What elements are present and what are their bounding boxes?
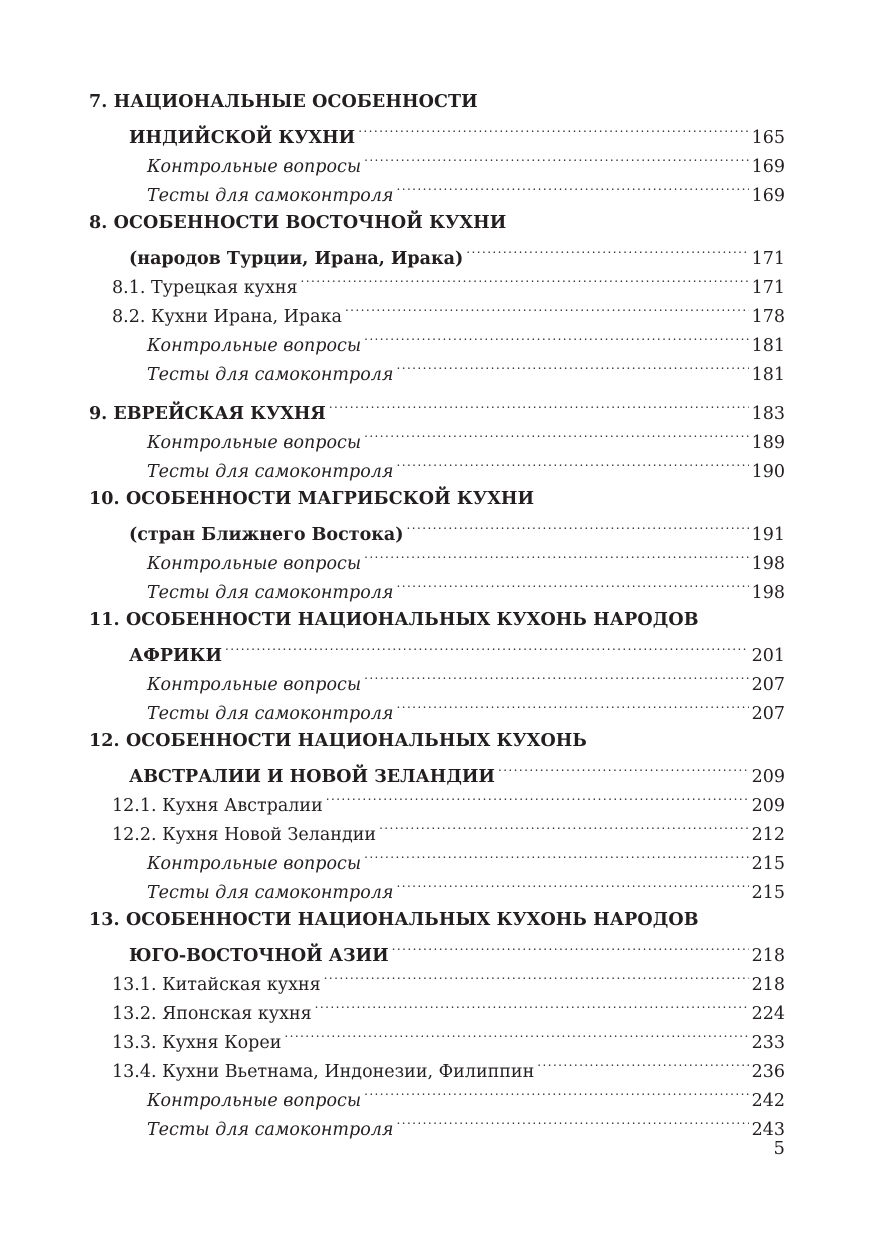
chapter-title: 13. ОСОБЕННОСТИ НАЦИОНАЛЬНЫХ КУХОНЬ НАРОДОВ bbox=[89, 910, 699, 930]
dot-leader bbox=[225, 632, 749, 661]
tests-entry-label: Тесты для самоконтроля bbox=[147, 1120, 394, 1140]
chapter-title: 12. ОСОБЕННОСТИ НАЦИОНАЛЬНЫХ КУХОНЬ bbox=[89, 731, 587, 751]
tests-entry-label: Тесты для самоконтроля bbox=[147, 365, 394, 385]
dot-leader bbox=[379, 811, 749, 840]
section-entry-page: 233 bbox=[751, 1033, 785, 1053]
table-of-contents bbox=[89, 90, 785, 1145]
chapter-entry-page: 171 bbox=[751, 249, 785, 269]
dot-leader bbox=[392, 932, 749, 961]
chapter-title: 7. НАЦИОНАЛЬНЫЕ ОСОБЕННОСТИ bbox=[89, 92, 478, 112]
dot-leader bbox=[396, 172, 748, 201]
dot-leader bbox=[498, 753, 749, 782]
dot-leader bbox=[396, 448, 748, 477]
questions-entry-label: Контрольные вопросы bbox=[147, 554, 362, 574]
dot-leader bbox=[315, 990, 749, 1019]
tests-entry-page: 198 bbox=[751, 583, 785, 603]
tests-entry-page: 243 bbox=[751, 1120, 785, 1140]
dot-leader bbox=[364, 419, 749, 448]
chapter-title: 8. ОСОБЕННОСТИ ВОСТОЧНОЙ КУХНИ bbox=[89, 213, 507, 233]
chapter-entry[interactable] bbox=[89, 390, 785, 424]
chapter-entry-page: 165 bbox=[751, 128, 785, 148]
section-entry-page: 171 bbox=[751, 278, 785, 298]
tests-entry-label: Тесты для самоконтроля bbox=[147, 583, 394, 603]
dot-leader bbox=[364, 322, 749, 351]
section-entry-page: 178 bbox=[751, 307, 785, 327]
dot-leader bbox=[396, 569, 748, 598]
chapter-entry-label: ЮГО-ВОСТОЧНОЙ АЗИИ bbox=[129, 946, 389, 966]
dot-leader bbox=[329, 390, 749, 419]
dot-leader bbox=[466, 235, 748, 264]
section-entry-page: 218 bbox=[751, 975, 785, 995]
dot-leader bbox=[364, 661, 749, 690]
dot-leader bbox=[364, 840, 749, 869]
section-entry-label: 8.2. Кухни Ирана, Ирака bbox=[112, 307, 342, 327]
dot-leader bbox=[345, 293, 749, 322]
toc-chapter bbox=[89, 211, 785, 385]
questions-entry-label: Контрольные вопросы bbox=[147, 157, 362, 177]
toc-chapter bbox=[89, 608, 785, 724]
tests-entry-page: 190 bbox=[751, 462, 785, 482]
tests-entry-page: 207 bbox=[751, 704, 785, 724]
section-entry-page: 209 bbox=[751, 796, 785, 816]
dot-leader bbox=[324, 961, 749, 990]
questions-entry-page: 169 bbox=[751, 157, 785, 177]
dot-leader bbox=[396, 869, 748, 898]
questions-entry-page: 189 bbox=[751, 433, 785, 453]
chapter-entry[interactable] bbox=[89, 235, 785, 269]
section-entry-label: 13.3. Кухня Кореи bbox=[112, 1033, 282, 1053]
questions-entry-label: Контрольные вопросы bbox=[147, 675, 362, 695]
questions-entry-label: Контрольные вопросы bbox=[147, 854, 362, 874]
chapter-entry-label: 9. ЕВРЕЙСКАЯ КУХНЯ bbox=[89, 404, 326, 424]
chapter-entry-label: ИНДИЙСКОЙ КУХНИ bbox=[129, 128, 356, 148]
dot-leader bbox=[326, 782, 749, 811]
chapter-title: 10. ОСОБЕННОСТИ МАГРИБСКОЙ КУХНИ bbox=[89, 489, 535, 509]
section-entry-page: 212 bbox=[751, 825, 785, 845]
toc-chapter bbox=[89, 390, 785, 482]
questions-entry-label: Контрольные вопросы bbox=[147, 336, 362, 356]
toc-chapter bbox=[89, 487, 785, 603]
dot-leader bbox=[396, 690, 748, 719]
dot-leader bbox=[407, 511, 749, 540]
chapter-entry[interactable] bbox=[89, 632, 785, 666]
section-entry-label: 13.1. Китайская кухня bbox=[112, 975, 321, 995]
section-entry-label: 13.2. Японская кухня bbox=[112, 1004, 312, 1024]
section-entry-label: 12.1. Кухня Австралии bbox=[112, 796, 323, 816]
toc-chapter bbox=[89, 729, 785, 903]
tests-entry-page: 215 bbox=[751, 883, 785, 903]
dot-leader bbox=[301, 264, 749, 293]
section-entry-label: 8.1. Турецкая кухня bbox=[112, 278, 298, 298]
toc-chapter bbox=[89, 908, 785, 1140]
tests-entry-label: Тесты для самоконтроля bbox=[147, 704, 394, 724]
chapter-entry[interactable] bbox=[89, 511, 785, 545]
dot-leader bbox=[358, 114, 748, 143]
questions-entry-label: Контрольные вопросы bbox=[147, 1091, 362, 1111]
chapter-entry-page: 218 bbox=[751, 946, 785, 966]
questions-entry-page: 181 bbox=[751, 336, 785, 356]
chapter-entry[interactable] bbox=[89, 114, 785, 148]
dot-leader bbox=[396, 1106, 748, 1135]
toc-chapter bbox=[89, 90, 785, 206]
questions-entry-label: Контрольные вопросы bbox=[147, 433, 362, 453]
tests-entry-label: Тесты для самоконтроля bbox=[147, 462, 394, 482]
chapter-entry[interactable] bbox=[89, 932, 785, 966]
section-entry-page: 236 bbox=[751, 1062, 785, 1082]
questions-entry-page: 207 bbox=[751, 675, 785, 695]
chapter-entry-label: (стран Ближнего Востока) bbox=[129, 525, 404, 545]
questions-entry-page: 198 bbox=[751, 554, 785, 574]
section-entry-page: 224 bbox=[751, 1004, 785, 1024]
dot-leader bbox=[396, 351, 748, 380]
dot-leader bbox=[537, 1048, 748, 1077]
tests-entry-page: 169 bbox=[751, 186, 785, 206]
section-entry-label: 12.2. Кухня Новой Зеландии bbox=[112, 825, 377, 845]
chapter-entry-page: 183 bbox=[751, 404, 785, 424]
chapter-entry-page: 191 bbox=[751, 525, 785, 545]
chapter-entry-label: АФРИКИ bbox=[129, 646, 223, 666]
chapter-entry[interactable] bbox=[89, 753, 785, 787]
dot-leader bbox=[284, 1019, 748, 1048]
chapter-entry-label: АВСТРАЛИИ И НОВОЙ ЗЕЛАНДИИ bbox=[129, 767, 495, 787]
tests-entry-page: 181 bbox=[751, 365, 785, 385]
tests-entry-label: Тесты для самоконтроля bbox=[147, 883, 394, 903]
page-number: 5 bbox=[773, 1138, 785, 1159]
chapter-entry-page: 209 bbox=[751, 767, 785, 787]
tests-entry-label: Тесты для самоконтроля bbox=[147, 186, 394, 206]
section-entry-label: 13.4. Кухни Вьетнама, Индонезии, Филиппин bbox=[112, 1062, 535, 1082]
questions-entry-page: 215 bbox=[751, 854, 785, 874]
dot-leader bbox=[364, 1077, 749, 1106]
questions-entry-page: 242 bbox=[751, 1091, 785, 1111]
chapter-title: 11. ОСОБЕННОСТИ НАЦИОНАЛЬНЫХ КУХОНЬ НАРОДОВ bbox=[89, 610, 699, 630]
chapter-entry-page: 201 bbox=[751, 646, 785, 666]
dot-leader bbox=[364, 540, 749, 569]
chapter-entry-label: (народов Турции, Ирана, Ирака) bbox=[129, 249, 464, 269]
dot-leader bbox=[364, 143, 749, 172]
